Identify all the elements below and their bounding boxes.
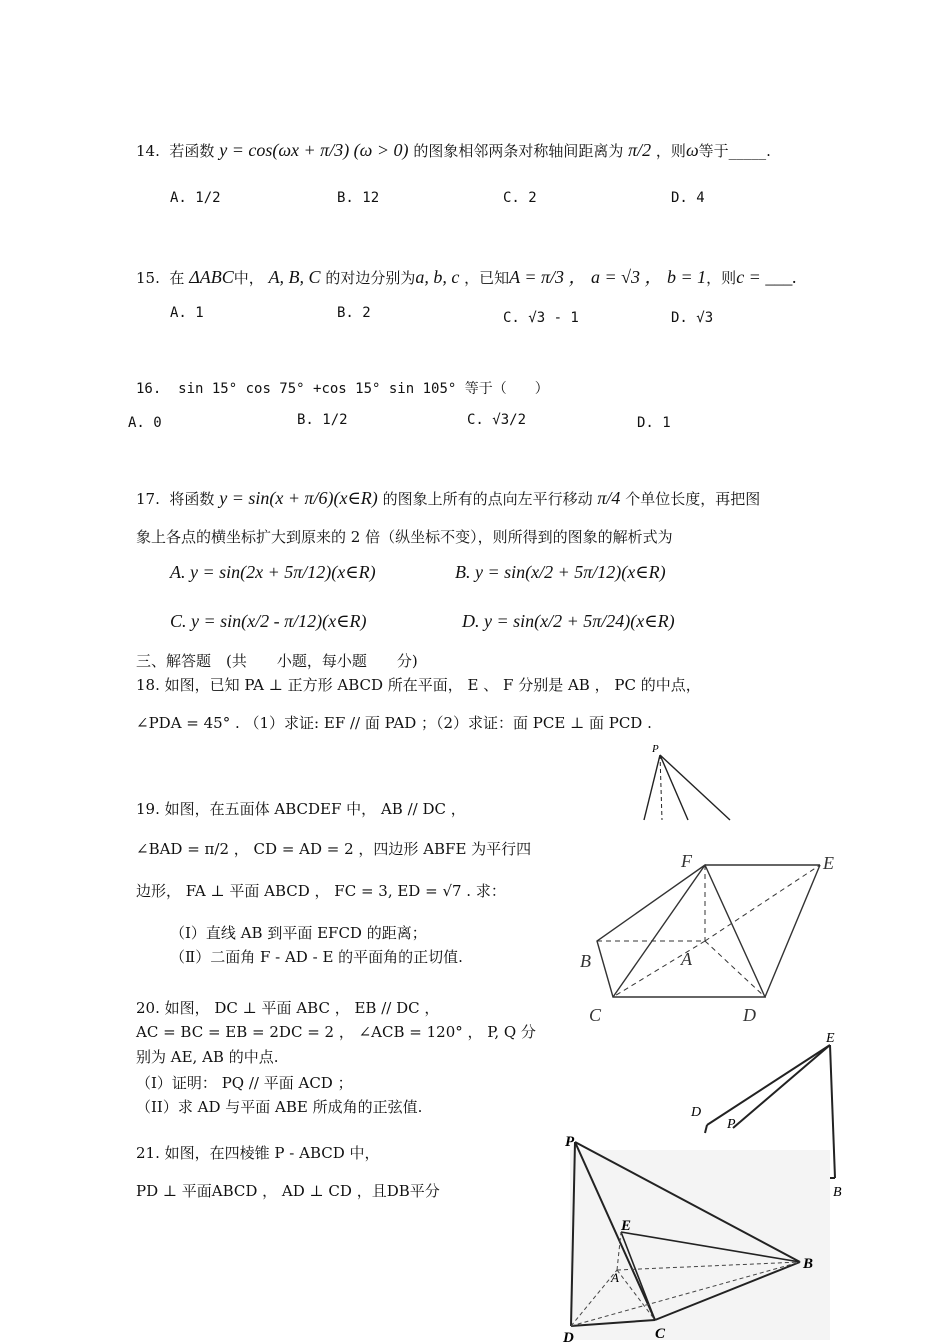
q19-part2: （Ⅱ）二面角 F - AD - E 的平面角的正切值. (170, 948, 463, 966)
fig21-label-p: P (565, 1134, 575, 1150)
fig19-label-b: B (580, 951, 591, 971)
q19-line1: 19. 如图，在五面体 ABCDEF 中， AB // DC ， (136, 800, 466, 818)
q16-stem: 16. sin 15° cos 75° +cos 15° sin 105° 等于（ ） (136, 381, 549, 397)
q16-option-c: C. √3/2 (467, 412, 527, 428)
fig18-label-p: P (652, 743, 659, 755)
q17-option-a: A. y = sin(2x + 5π/12)(x∈R) (170, 562, 376, 582)
fig20-label-d: D (691, 1105, 702, 1120)
fig21-label-a: A (611, 1270, 619, 1285)
q14-option-b: B. 12 (337, 190, 380, 206)
q16-option-a: A. 0 (128, 415, 162, 431)
q18-line1: 18. 如图，已知 PA ⊥ 正方形 ABCD 所在平面， E 、 F 分别是 AB ， PC 的中点， (136, 676, 701, 694)
fig19-label-d: D (743, 1005, 756, 1025)
fig21-label-e: E (621, 1218, 632, 1234)
q14-option-c: C. 2 (503, 190, 537, 206)
figure-18 (630, 740, 740, 822)
q14-stem: 14. 若函数 y = cos(ωx + π/3) (ω > 0) 的图象相邻两条对称轴间距离为 π/2 ，则ω等于_____. (136, 140, 771, 160)
fig19-label-e: E (823, 853, 834, 873)
q20-part2: （II）求 AD 与平面 ABE 所成角的正弦值. (136, 1098, 423, 1116)
q17-stem-line2: 象上各点的横坐标扩大到原来的 2 倍（纵坐标不变），则所得到的图象的解析式为 (136, 528, 673, 546)
q19-part1: （Ⅰ）直线 AB 到平面 EFCD 的距离； (170, 924, 427, 942)
q15-option-a: A. 1 (170, 305, 204, 321)
q17-stem: 17. 将函数 y = sin(x + π/6)(x∈R) 的图象上所有的点向左平行移动 π/4 个单位长度，再把图 (136, 488, 761, 508)
q20-part1: （I）证明： PQ // 平面 ACD ； (136, 1074, 353, 1092)
fig20-label-b: B (833, 1185, 842, 1200)
q18-line2: ∠PDA = 45° . （1）求证: EF // 面 PAD ；（2）求证：面 PCE ⊥ 面 PCD . (136, 714, 652, 732)
q14-option-a: A. 1/2 (170, 190, 221, 206)
q14-distance: π/2 (628, 140, 652, 160)
fig19-label-f: F (681, 851, 692, 871)
q15-option-c: C. √3 - 1 (503, 310, 579, 326)
q15-stem: 15. 在 ΔABC中， A, B, C 的对边分别为a, b, c ，已知A = π/3 ， a = √3 ， b = 1，则c = ___. (136, 267, 797, 287)
q17-option-b: B. y = sin(x/2 + 5π/12)(x∈R) (455, 562, 666, 582)
q15-option-b: B. 2 (337, 305, 371, 321)
fig20-label-e: E (826, 1031, 835, 1046)
q19-line3: 边形， FA ⊥ 平面 ABCD ， FC = 3, ED = √7 . 求： (136, 882, 506, 900)
q19-line2: ∠BAD = π/2 ， CD = AD = 2 ，四边形 ABFE 为平行四 (136, 840, 532, 858)
q14-option-d: D. 4 (671, 190, 705, 206)
section-heading: 三、解答题 (共 小题，每小题 分) (136, 652, 418, 670)
q17-option-d: D. y = sin(x/2 + 5π/24)(x∈R) (462, 611, 675, 631)
q21-line1: 21. 如图，在四棱锥 P - ABCD 中， (136, 1144, 380, 1162)
q16-option-b: B. 1/2 (297, 412, 348, 428)
fig19-label-a: A (681, 949, 692, 969)
q17-option-c: C. y = sin(x/2 - π/12)(x∈R) (170, 611, 367, 631)
fig21-label-d: D (563, 1330, 574, 1344)
q21-line2: PD ⊥ 平面ABCD ， AD ⊥ CD ，且DB平分 (136, 1182, 440, 1200)
fig20-label-p: P (727, 1117, 736, 1132)
fig19-label-c: C (589, 1005, 602, 1025)
q16-option-d: D. 1 (637, 415, 671, 431)
fig21-label-c: C (655, 1326, 666, 1342)
figure-19 (575, 845, 850, 1030)
figure-21 (555, 1130, 845, 1344)
q14-formula: y = cos(ωx + π/3) (ω > 0) (219, 140, 409, 160)
fig21-label-b: B (803, 1256, 814, 1272)
q20-line1: 20. 如图， DC ⊥ 平面 ABC ， EB // DC ， (136, 999, 440, 1017)
q15-option-d: D. √3 (671, 310, 714, 326)
q20-line2: AC = BC = EB = 2DC = 2 ， ∠ACB = 120° ， P, Q 分 (136, 1023, 536, 1041)
q20-line3: 别为 AE, AB 的中点. (136, 1048, 279, 1066)
